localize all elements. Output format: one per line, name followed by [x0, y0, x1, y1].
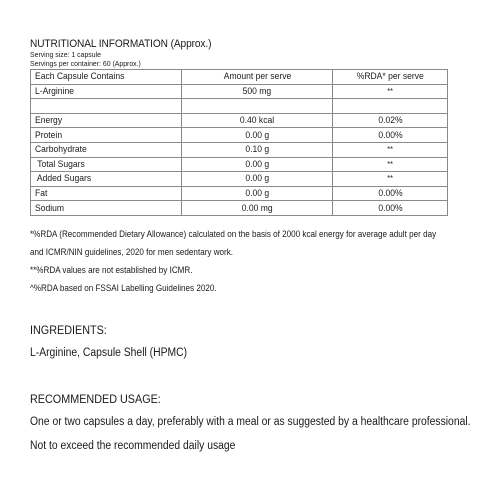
nutrient-name	[31, 142, 182, 157]
nutrient-name	[31, 172, 182, 187]
nutrient-name	[31, 186, 182, 201]
cell-text: Protein	[35, 129, 63, 141]
cell-text: 0.00 g	[245, 188, 269, 200]
table-row	[31, 186, 448, 201]
nutrient-amount	[182, 201, 333, 216]
cell-text: **	[387, 86, 393, 96]
cell-text: Sodium	[35, 202, 64, 214]
cell-text: Carbohydrate	[35, 144, 87, 156]
nutrient-name	[31, 99, 182, 114]
footnote-rda-definition: *%RDA (Recommended Dietary Allowance) calculated on the basis of 2000 kcal energy for average adult per day	[30, 228, 437, 239]
cell-text: Energy	[35, 115, 63, 127]
usage-line-2: Not to exceed the recommended daily usage	[30, 439, 236, 452]
cell-text: 500 mg	[242, 85, 272, 97]
nutrient-rda	[333, 128, 448, 143]
footnotes	[30, 225, 450, 297]
header-cell	[182, 70, 333, 85]
nutrient-amount	[182, 128, 333, 143]
cell-text: 0.00%	[377, 129, 403, 141]
cell-text: Added Sugars	[35, 173, 92, 185]
nutrient-rda	[333, 99, 448, 114]
ingredients-heading: INGREDIENTS:	[30, 322, 107, 337]
table-row	[31, 157, 448, 172]
nutrient-rda	[333, 84, 448, 99]
cell-text: 0.00 g	[245, 158, 269, 170]
nutrient-rda	[333, 201, 448, 216]
footnote-rda-definition-cont: and ICMR/NIN guidelines, 2020 for men sedentary work.	[30, 246, 234, 257]
footnote-fssai: ^%RDA based on FSSAI Labelling Guidelines 2020.	[30, 282, 217, 293]
cell-text: L-Arginine	[35, 85, 74, 97]
nutrient-name	[31, 157, 182, 172]
table-row	[31, 142, 448, 157]
nutrient-name	[31, 84, 182, 99]
cell-text: 0.00 g	[245, 173, 269, 185]
nutrition-table	[30, 69, 448, 216]
nutrient-amount	[182, 113, 333, 128]
cell-text: 0.00%	[377, 188, 403, 200]
table-row	[31, 172, 448, 187]
cell-text: **	[387, 174, 393, 184]
cell-text: Total Sugars	[35, 158, 85, 170]
table-row	[31, 99, 448, 114]
nutrient-amount	[182, 84, 333, 99]
header-cell-text: Each Capsule Contains	[35, 71, 125, 83]
cell-text: **	[387, 145, 393, 155]
nutrient-rda	[333, 157, 448, 172]
nutrient-amount	[182, 99, 333, 114]
footnote-not-established: **%RDA values are not established by ICMR.	[30, 264, 193, 275]
nutrient-amount	[182, 172, 333, 187]
nutrient-rda	[333, 186, 448, 201]
table-row	[31, 84, 448, 99]
usage-line-1: One or two capsules a day, preferably with a meal or as suggested by a healthcare professional.	[30, 415, 471, 428]
header-cell-text: %RDA* per serve	[356, 71, 424, 83]
cell-text: Fat	[35, 188, 48, 200]
nutrient-amount	[182, 186, 333, 201]
nutrition-title: NUTRITIONAL INFORMATION (Approx.)	[30, 38, 212, 50]
usage-heading: RECOMMENDED USAGE:	[30, 391, 161, 406]
nutrient-rda	[333, 113, 448, 128]
header-cell	[333, 70, 448, 85]
nutrient-name	[31, 128, 182, 143]
nutrient-name	[31, 201, 182, 216]
servings-per-container: Servings per container: 60 (Approx.)	[30, 59, 141, 68]
nutrient-rda	[333, 172, 448, 187]
nutrient-name	[31, 113, 182, 128]
serving-size: Serving size: 1 capsule	[30, 50, 101, 59]
cell-text: 0.00 mg	[241, 202, 273, 214]
table-row	[31, 128, 448, 143]
header-cell-text: Amount per serve	[223, 71, 291, 83]
ingredients-text: L-Arginine, Capsule Shell (HPMC)	[30, 346, 188, 359]
nutrient-amount	[182, 157, 333, 172]
cell-text: 0.40 kcal	[239, 115, 275, 127]
cell-text: 0.00 g	[245, 129, 269, 141]
header-cell	[31, 70, 182, 85]
nutrition-label	[30, 38, 471, 453]
cell-text: 0.10 g	[245, 144, 269, 156]
table-header-row	[31, 70, 448, 85]
cell-text: 0.00%	[377, 202, 403, 214]
table-row	[31, 201, 448, 216]
cell-text: 0.02%	[377, 115, 403, 127]
nutrient-rda	[333, 142, 448, 157]
table-row	[31, 113, 448, 128]
nutrient-amount	[182, 142, 333, 157]
cell-text: **	[387, 159, 393, 169]
